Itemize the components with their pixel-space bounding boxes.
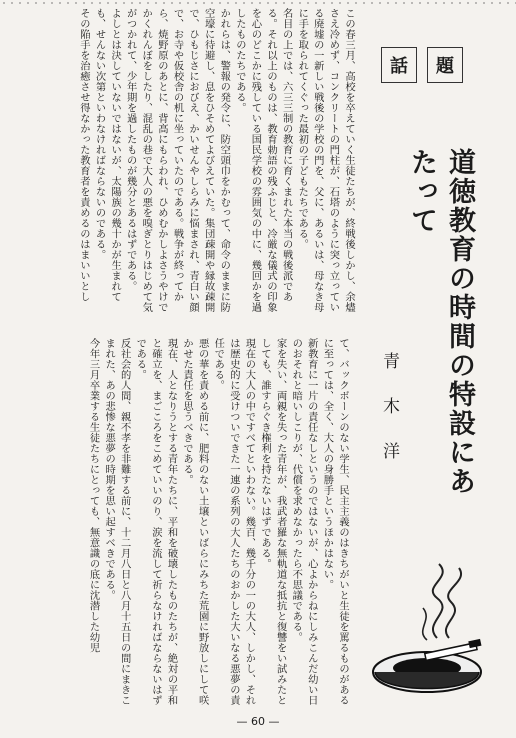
topic-label-box-wa: 話: [381, 47, 417, 83]
article-body-top: この春三月、高校を卒えていく生徒たちが、終戦後しかし、余燼さえ冷めず、コンクリートの門柱が、石塔のように突っ立っている廃墟の一新しい戦後の学校の門を、父に、あるいは、母なき母に手を取られてくぐった最初の子どもたちである。 名目の上では、六三三制の教育に育くまれた本当の戦後派である。それ以上のものは、教育勅語の残ふじと、冷厳な儀式の印象を心のどこかに残している国民学校の雰囲気の中に、幾回かを過したものたちである。 かれらは、警報の発令に、防空頭巾をかむって、命令のままに防空壕に待避し、息をひそめてよびえていた。集団疎開や縁故疎開で、ひもじさにおびえ、かいせんやしらみに悩まされ、青白い顔で、お寺や仮校舎の机に坐っていたのである。戦争が終ってから、焼野原のあとに、背高にもらわれ、ひめむかしよさうやけでかくれんぼをしたり、混乱の巷で大人の悪を嗅ぎとりはじめて気がつかれて、少年期を過したものが幾分とあるはずである。 よしとは決していないではないが、太陽族の幾十かが生まれても、せんない次第といわなければならないのである。 その陥手を治癒させ得なかった教育者を責めるのはまいいとし: [77, 8, 355, 313]
page-number: — 60 —: [236, 715, 280, 728]
ashtray-cigarette-icon: [367, 560, 500, 703]
header-dot-rule: [0, 0, 516, 6]
article-title: 道徳教育の時間の特設にあたって: [406, 148, 475, 496]
article-author: 青木洋: [379, 352, 399, 487]
topic-label-box-dai: 題: [427, 47, 463, 83]
article-body-bottom-right: て、バックボーンのない学生、民主主義のはきちがいと生徒を罵るものがあるに至っては、全く、大人の身勝手というほかはない。 新教育に一片の責任なしというのではないが、心よからねにしみこんだ幼い日のおそれと暗いしこりが、代償を求めなかったら不思議である。 家を失い、両親を失った青年が、我武者羅な無軌道な抵抗と復讐をい試みたとしても、誰すらぐき権利を持たないはずである。 現在の大人の中ですべてといわない。幾百、幾千分の一の大人、しかし、それは歴史的に受けついできた一連の系列の大人たちのおかした大いなる悪夢の責任である。 悪の華を責める前に、肥料のない土壌といばらにみちた荒園に野放しにして咲かせた責任を思うべきである。 現在、人となりうとする青年たちに、平和を破壊したものたちが、絶対の平和と確立を、まごころをこめていいのり、涙を流して祈らなければならないはずである。 反社会的人間、親不孝を非難する前に、十二月八日と八月十五日の間にまきこまれた、あの悲惨な悪夢の時期を思い起すべきである。 今年三月卒業する生徒たちにとっても、無意識の底に沈潜した幼児: [87, 338, 349, 706]
